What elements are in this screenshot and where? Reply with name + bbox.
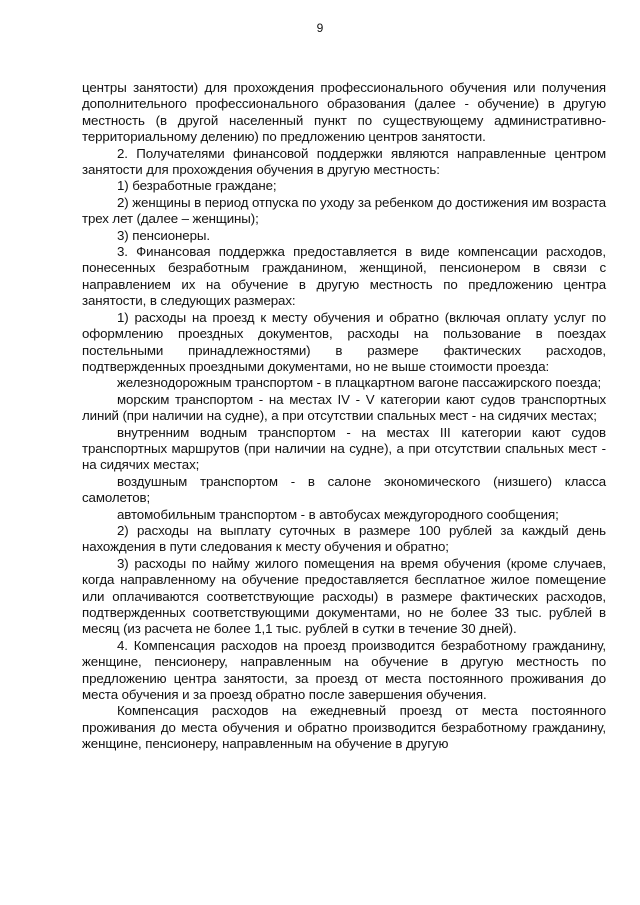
paragraph: 3) пенсионеры. [117, 227, 210, 243]
paragraph: центры занятости) для прохождения профессионального обучения или получения дополнительного профессионального образования (далее - обучение) в другую местность (в другой населенный пункт по существующему административно-территориальному делению) по предложению центров занятости. [82, 80, 606, 145]
document-body [82, 80, 606, 753]
paragraph: внутренним водным транспортом - на местах III категории кают судов транспортных маршрутов (при наличии на судне), а при отсутствии спальных мест - на сидячих местах; [82, 424, 606, 473]
paragraph: воздушным транспортом - в салоне экономического (низшего) класса самолетов; [82, 473, 606, 506]
paragraph: 3. Финансовая поддержка предоставляется в виде компенсации расходов, понесенных безработным гражданином, женщиной, пенсионером в связи с направлением их на обучение в другую местность по предложению центра занятости, в следующих размерах: [82, 244, 606, 309]
paragraph: 3) расходы по найму жилого помещения на время обучения (кроме случаев, когда направленному на обучение предоставляется бесплатное жилое помещение или оплачиваются соответствующие расходы) в размере фактических расходов, подтвержденных соответствующими документами, но не более 33 тыс. рублей в месяц (из расчета не более 1,1 тыс. рублей в сутки в течение 30 дней). [82, 555, 606, 637]
page-number: 9 [316, 21, 324, 35]
paragraph: 2. Получателями финансовой поддержки являются направленные центром занятости для прохождения обучения в другую местность: [82, 145, 606, 178]
paragraph: 2) женщины в период отпуска по уходу за ребенком до достижения им возраста трех лет (далее – женщины); [82, 194, 606, 227]
paragraph: автомобильным транспортом - в автобусах междугородного сообщения; [117, 506, 559, 522]
paragraph: 2) расходы на выплату суточных в размере 100 рублей за каждый день нахождения в пути следования к месту обучения и обратно; [82, 522, 606, 555]
paragraph: 1) безработные граждане; [117, 178, 277, 194]
paragraph: железнодорожным транспортом - в плацкартном вагоне пассажирского поезда; [117, 375, 602, 391]
paragraph: морским транспортом - на местах IV - V категории кают судов транспортных линий (при наличии на судне), а при отсутствии спальных мест - на сидячих местах; [82, 391, 606, 424]
paragraph: 4. Компенсация расходов на проезд производится безработному гражданину, женщине, пенсионеру, направленным на обучение в другую местность по предложению центра занятости, за проезд от места постоянного проживания до места обучения и за проезд обратно после завершения обучения. [82, 637, 606, 703]
paragraph: Компенсация расходов на ежедневный проезд от места постоянного проживания до места обучения и обратно производится безработному гражданину, женщине, пенсионеру, направленным на обучение в другую [82, 703, 606, 752]
paragraph: 1) расходы на проезд к месту обучения и обратно (включая оплату услуг по оформлению проездных документов, расходы на пользование в поездах постельными принадлежностями) в размере фактических расходов, подтвержденных проездными документами, но не выше стоимости проезда: [82, 309, 606, 374]
